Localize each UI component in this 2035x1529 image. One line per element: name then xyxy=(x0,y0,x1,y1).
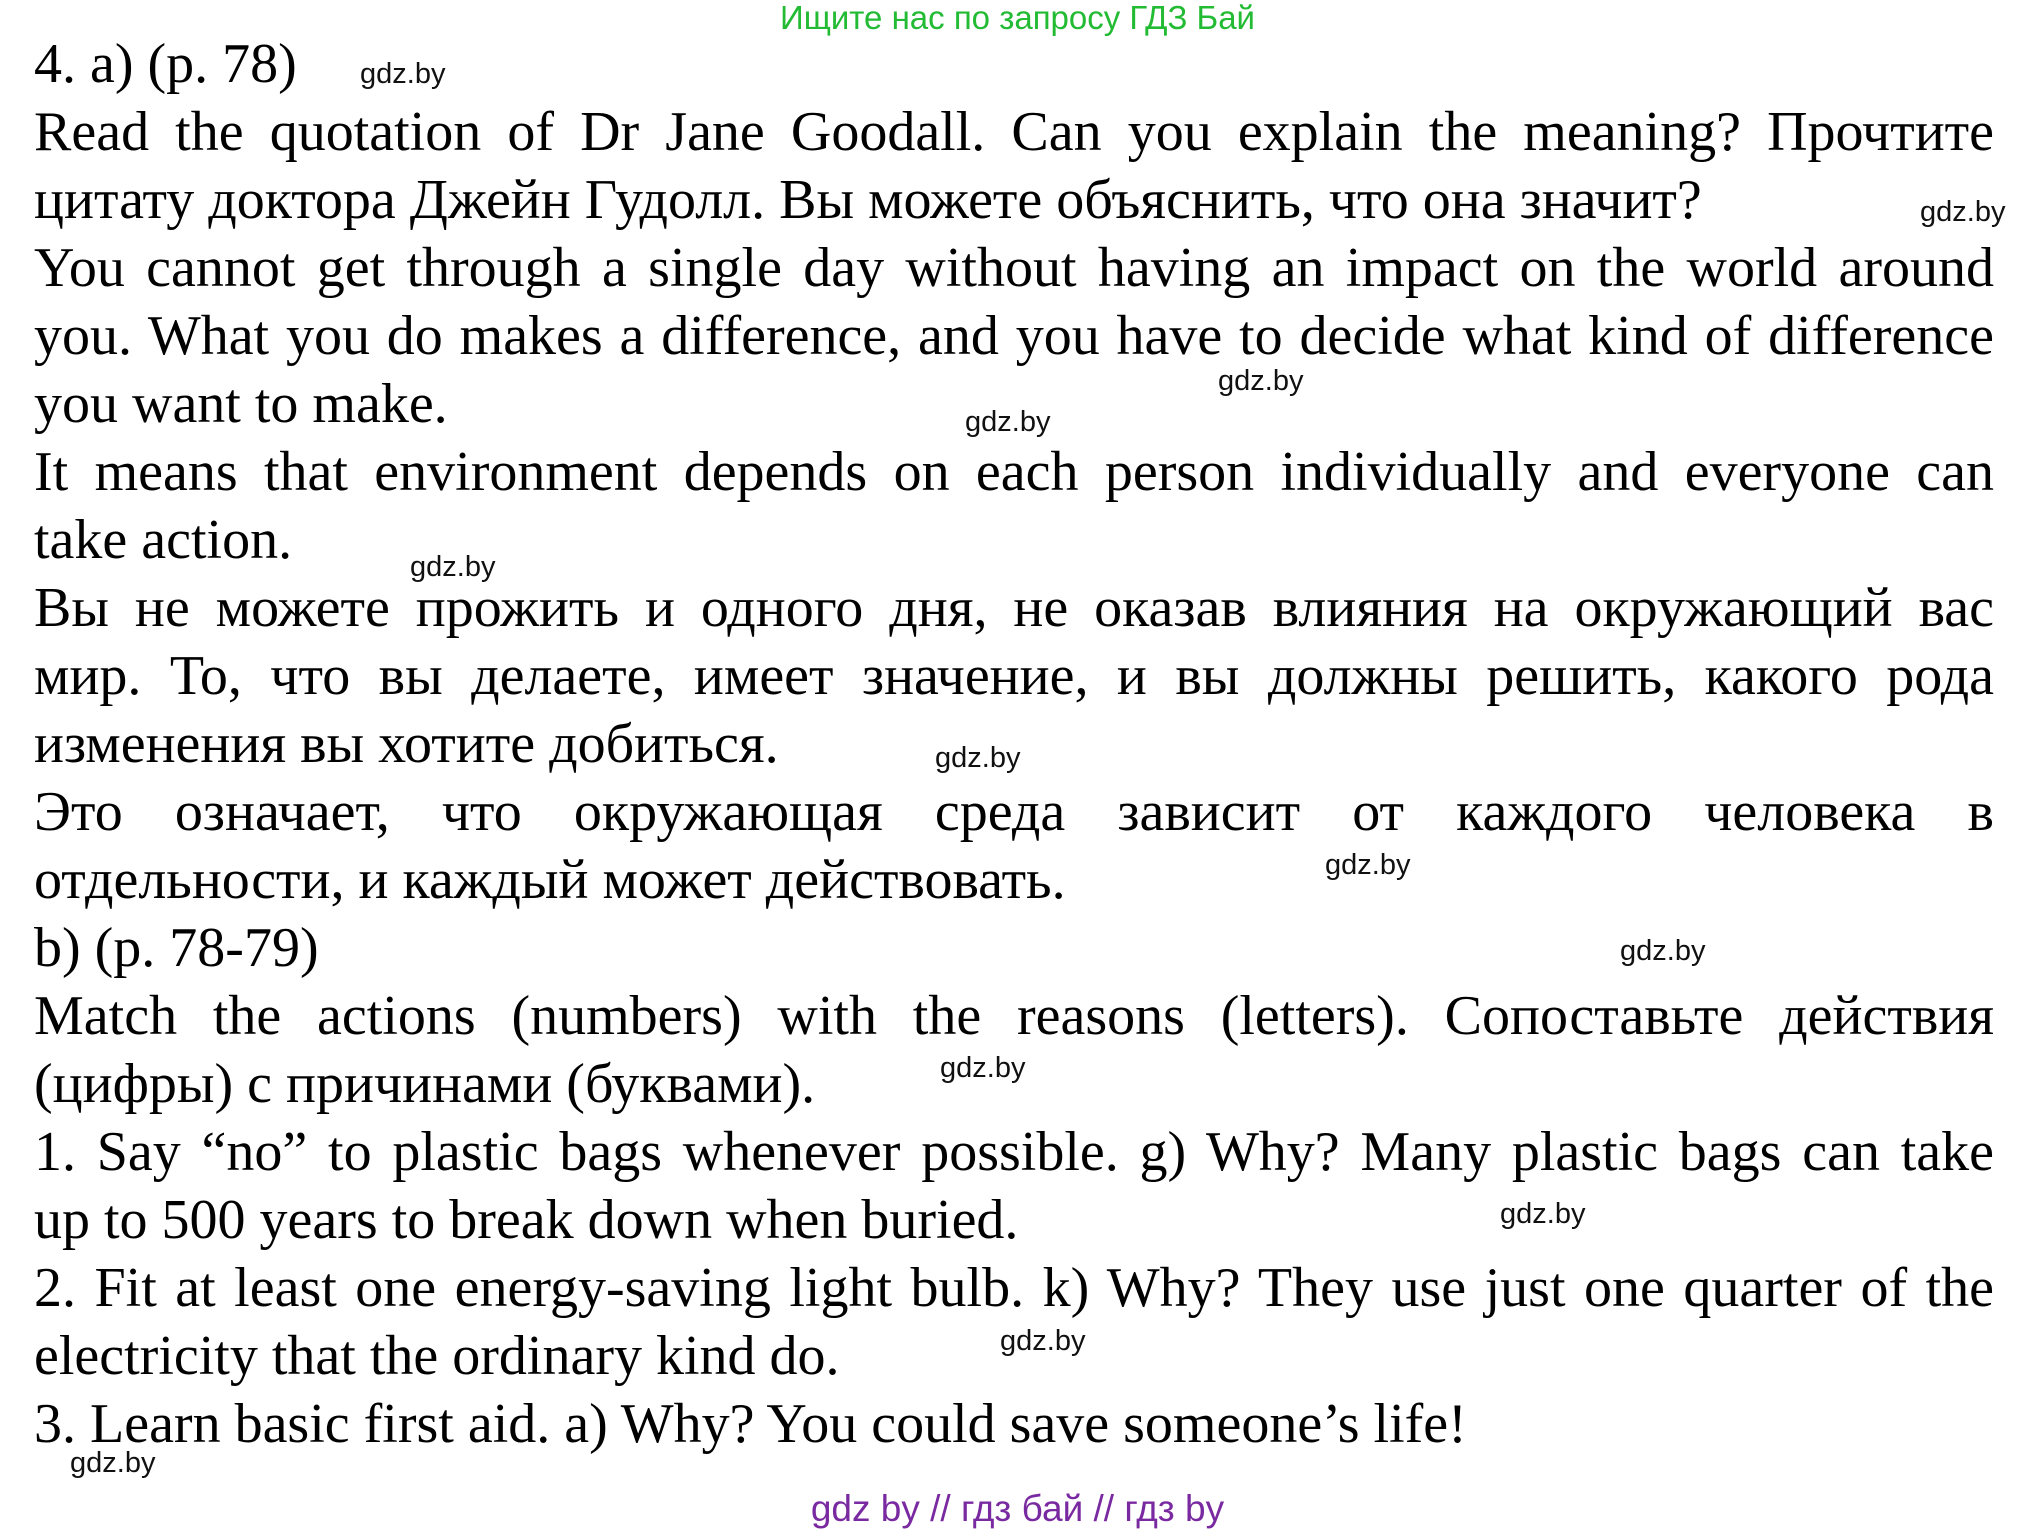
watermark: gdz.by xyxy=(1218,365,1304,397)
task-line: Match the actions (numbers) with the reasons (letters). Сопоставьте действия xyxy=(34,985,1994,1047)
site-banner: Ищите нас по запросу ГДЗ Бай xyxy=(780,0,1255,36)
watermark: gdz.by xyxy=(410,551,496,583)
watermark: gdz.by xyxy=(360,58,446,90)
match-line: up to 500 years to break down when buried. xyxy=(34,1189,1019,1251)
match-line: 2. Fit at least one energy-saving light bulb. k) Why? They use just one quarter of the xyxy=(34,1257,1994,1319)
answer-line: take action. xyxy=(34,509,293,571)
quote-line: you want to make. xyxy=(34,373,448,435)
quote-line: you. What you do makes a difference, and you have to decide what kind of difference xyxy=(34,305,1994,367)
watermark: gdz.by xyxy=(1620,935,1706,967)
answer-line: It means that environment depends on each person individually and everyone can xyxy=(34,441,1994,503)
translation-line: Это означает, что окружающая среда зависит от каждого человека в xyxy=(34,781,1994,843)
exercise-heading-a: 4. a) (p. 78) xyxy=(34,33,297,95)
translation-line: Вы не можете прожить и одного дня, не оказав влияния на окружающий вас xyxy=(34,577,1994,639)
watermark: gdz.by xyxy=(935,742,1021,774)
match-line: 1. Say “no” to plastic bags whenever possible. g) Why? Many plastic bags can take xyxy=(34,1121,1994,1183)
watermark: gdz.by xyxy=(1920,196,2006,228)
translation-line: мир. То, что вы делаете, имеет значение, и вы должны решить, какого рода xyxy=(34,645,1994,707)
text-line: Read the quotation of Dr Jane Goodall. Can you explain the meaning? Прочтите xyxy=(34,101,1994,163)
match-line: 3. Learn basic first aid. a) Why? You could save someone’s life! xyxy=(34,1393,1467,1455)
task-line: (цифры) с причинами (буквами). xyxy=(34,1053,816,1115)
translation-line: изменения вы хотите добиться. xyxy=(34,713,779,775)
quote-line: You cannot get through a single day without having an impact on the world around xyxy=(34,237,1994,299)
watermark: gdz.by xyxy=(965,406,1051,438)
watermark: gdz.by xyxy=(1000,1325,1086,1357)
watermark: gdz.by xyxy=(940,1052,1026,1084)
watermark: gdz.by xyxy=(1325,849,1411,881)
watermark: gdz.by xyxy=(70,1447,156,1479)
translation-line: отдельности, и каждый может действовать. xyxy=(34,849,1066,911)
site-footer: gdz by // гдз бай // гдз by xyxy=(810,1488,1225,1529)
watermark: gdz.by xyxy=(1500,1198,1586,1230)
exercise-heading-b: b) (p. 78-79) xyxy=(34,917,319,979)
match-line: electricity that the ordinary kind do. xyxy=(34,1325,840,1387)
text-line: цитату доктора Джейн Гудолл. Вы можете объяснить, что она значит? xyxy=(34,169,1702,231)
